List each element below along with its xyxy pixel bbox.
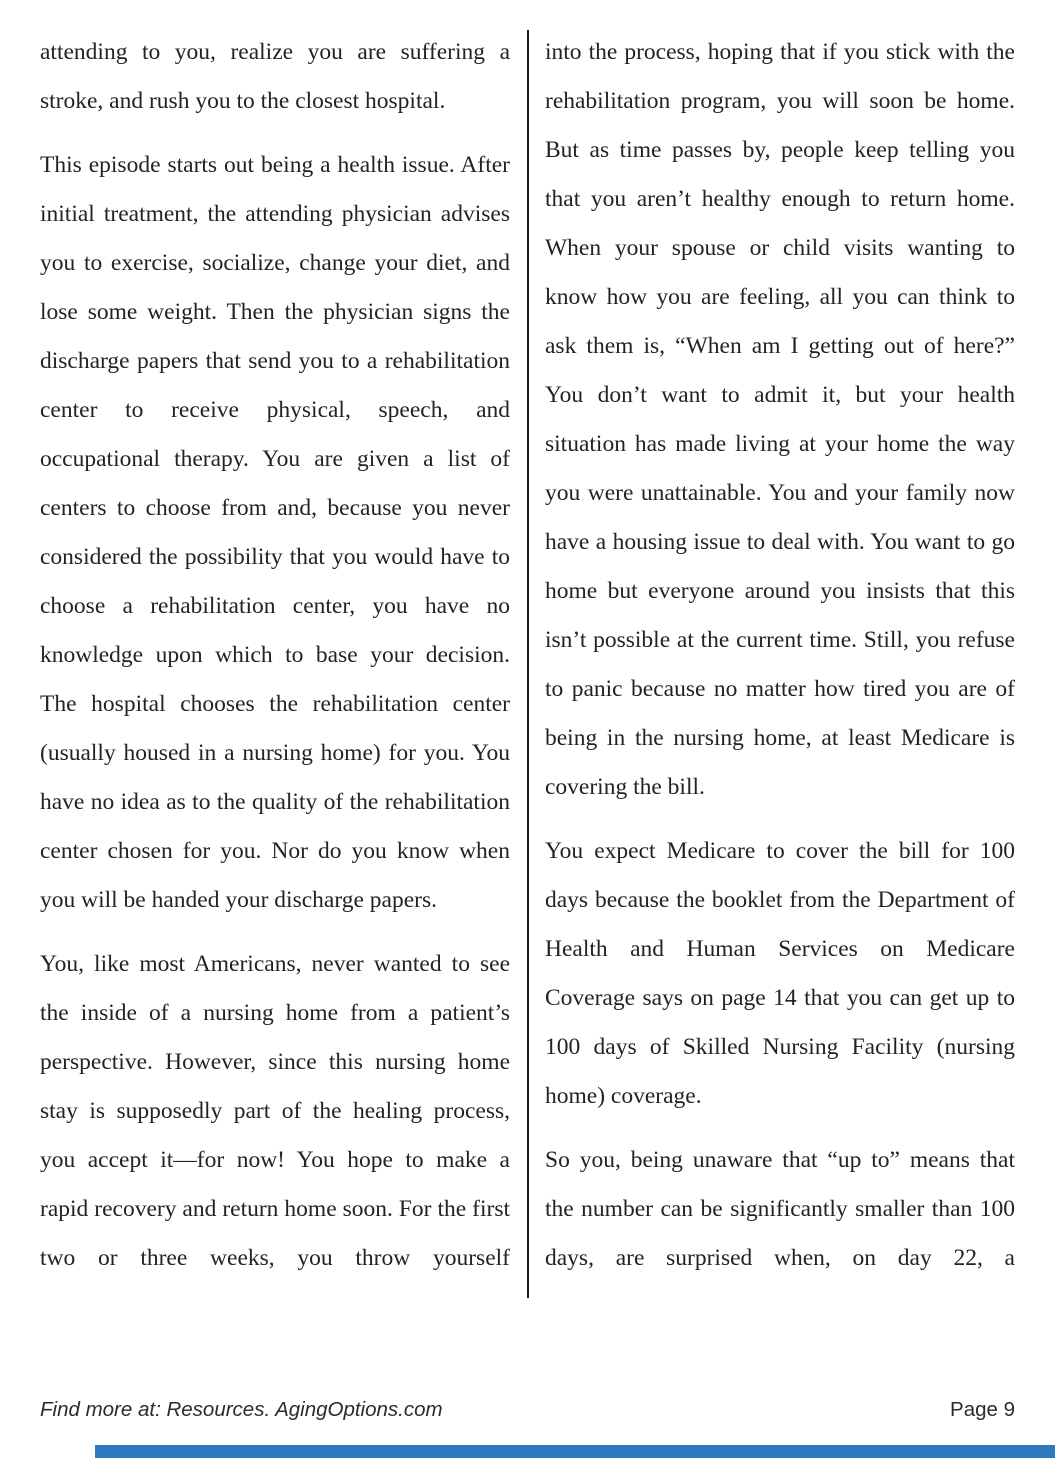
- page-footer: [40, 1398, 1015, 1422]
- paragraph: You expect Medicare to cover the bill for 100 days because the booklet from the Department of Health and Human Services on Medicare Coverage says on page 14 that you can get up to 100 days of Skilled Nursing Facility (nursing home) coverage.: [545, 838, 1015, 1109]
- footer-resources-text: Find more at: Resources. AgingOptions.com: [40, 1398, 443, 1421]
- paragraph: So you, being unaware that “up to” means that the number can be significantly smaller than 100 days, are surprised when, on day 22, a: [545, 1147, 1015, 1271]
- column-divider-rule: [527, 30, 529, 1298]
- left-column: [40, 28, 510, 1298]
- two-column-text-area: [40, 28, 1016, 1298]
- paragraph: This episode starts out being a health issue. After initial treatment, the attending physician advises you to exercise, socialize, change your diet, and lose some weight. Then the physician signs the discharge papers that send you to a rehabilitation center to receive physical, speech, and occupational therapy. You are given a list of centers to choose from and, because you never considered the possibility that you would have to choose a rehabilitation center, you have no knowledge upon which to base your decision. The hospital chooses the rehabilitation center (usually housed in a nursing home) for you. You have no idea as to the quality of the rehabilitation center chosen for you. Nor do you know when you will be handed your discharge papers.: [40, 152, 510, 913]
- paragraph: attending to you, realize you are suffering a stroke, and rush you to the closest hospital.: [40, 39, 510, 114]
- right-column: [545, 28, 1015, 1298]
- paragraph: You, like most Americans, never wanted to see the inside of a nursing home from a patient’s perspective. However, since this nursing home stay is supposedly part of the healing process, you accept it—for now! You hope to make a rapid recovery and return home soon. For the first two or three weeks, you throw yourself: [40, 951, 510, 1271]
- page-number: Page 9: [950, 1398, 1015, 1421]
- paragraph: into the process, hoping that if you stick with the rehabilitation program, you will soon be home. But as time passes by, people keep telling you that you aren’t healthy enough to return home. When your spouse or child visits wanting to know how you are feeling, all you can think to ask them is, “When am I getting out of here?” You don’t want to admit it, but your health situation has made living at your home the way you were unattainable. You and your family now have a housing issue to deal with. You want to go home but everyone around you insists that this isn’t possible at the current time. Still, you refuse to panic because no matter how tired you are of being in the nursing home, at least Medicare is covering the bill.: [545, 39, 1015, 800]
- bottom-blue-bar: [95, 1445, 1055, 1458]
